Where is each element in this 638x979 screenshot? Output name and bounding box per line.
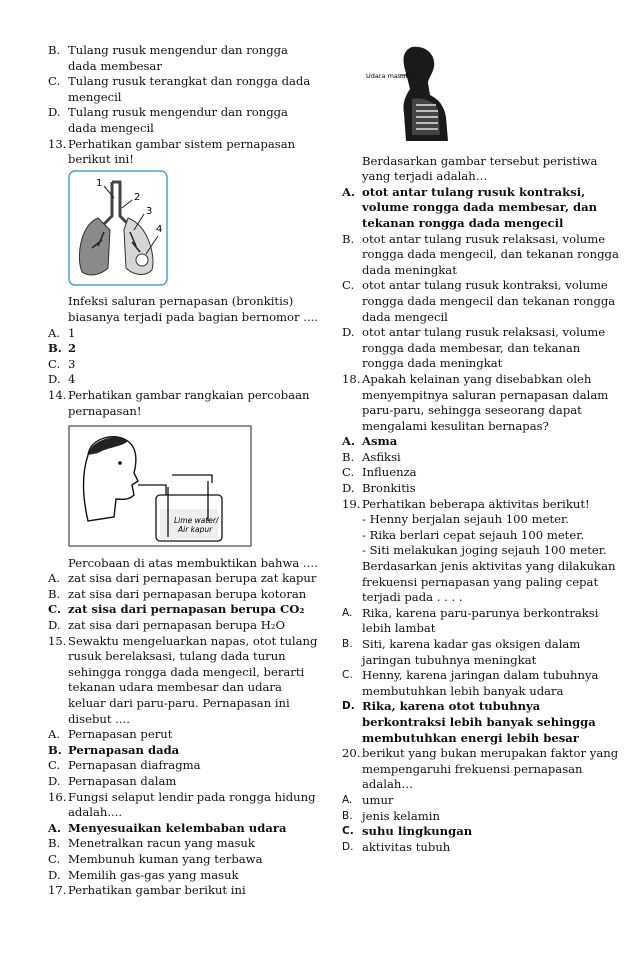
question-13-options — [48, 326, 318, 388]
right-column — [342, 43, 622, 855]
question-17-prompt: Berdasarkan gambar tersebut peristiwa yang terjadi adalah… — [362, 153, 598, 184]
answer-option — [342, 434, 622, 450]
question-number: 13. — [48, 136, 67, 151]
answer-option — [48, 372, 318, 388]
option-text: Membunuh kuman yang terbawa — [68, 851, 263, 866]
option-text: Asfiksi — [362, 449, 401, 464]
option-letter: D. — [48, 618, 61, 633]
option-text: Tulang rusuk mengendur dan rongga dada mengecil — [68, 105, 288, 135]
option-text: Memilih gas-gas yang masuk — [68, 867, 239, 882]
question-16-options — [48, 821, 318, 883]
question-number: 18. — [342, 371, 361, 386]
option-text: zat sisa dari pernapasan berupa zat kapur — [68, 571, 317, 586]
question-number: 15. — [48, 633, 67, 648]
option-letter: B. — [342, 449, 355, 464]
option-letter: D. — [342, 840, 354, 853]
option-letter: A. — [342, 184, 356, 199]
fig-label-4: 4 — [156, 223, 163, 235]
question-text: Perhatikan gambar rangkaian percobaan pernapasan! — [68, 387, 310, 418]
question-text: Perhatikan beberapa aktivitas berikut! — [362, 496, 590, 511]
question-text: berikut yang bukan merupakan faktor yang mempengaruhi frekuensi pernapasan adalah… — [362, 746, 619, 792]
option-text: umur — [362, 792, 394, 807]
question-text: Perhatikan gambar berikut ini — [68, 883, 246, 898]
answer-option — [48, 341, 318, 357]
answer-option — [342, 481, 622, 497]
option-letter: B. — [342, 231, 355, 246]
respiratory-system-figure — [68, 170, 318, 291]
question-text: Fungsi selaput lendir pada rongga hidung adalah.... — [68, 789, 316, 820]
option-text: 2 — [68, 341, 77, 356]
answer-option — [342, 606, 622, 637]
question-text: Apakah kelainan yang disebabkan oleh menyempitnya saluran pernapasan dalam paru-paru, sehingga seseorang dapat mengalami kesulitan bernapas? — [362, 371, 609, 433]
option-text: Pernapasan diafragma — [68, 758, 201, 773]
question-number: 17. — [48, 883, 67, 898]
question-number: 19. — [342, 496, 361, 511]
option-letter: B. — [342, 809, 353, 822]
answer-option — [48, 727, 318, 743]
option-letter: D. — [342, 700, 355, 713]
lungs-diagram — [68, 170, 168, 286]
question-15 — [48, 634, 318, 728]
question-20 — [342, 746, 622, 793]
q12-options — [48, 43, 318, 137]
question-16 — [48, 790, 318, 821]
option-letter: C. — [48, 851, 61, 866]
question-17-options — [342, 185, 622, 372]
option-letter: D. — [48, 372, 61, 387]
question-17 — [48, 883, 318, 899]
option-text: suhu lingkungan — [362, 824, 473, 839]
answer-option — [48, 571, 318, 587]
option-text: Tulang rusuk terangkat dan rongga dada mengecil — [68, 74, 311, 104]
question-text: Perhatikan gambar sistem pernapasan berikut ini! — [68, 136, 296, 167]
answer-option — [48, 852, 318, 868]
option-letter: B. — [48, 341, 62, 356]
fig-label-1: 1 — [96, 177, 103, 189]
option-text: jenis kelamin — [362, 808, 440, 823]
option-text: 4 — [68, 372, 76, 387]
option-text: 3 — [68, 356, 76, 371]
answer-option — [48, 743, 318, 759]
answer-option — [48, 326, 318, 342]
option-letter: D. — [342, 325, 355, 340]
option-letter: D. — [48, 105, 61, 120]
answer-option — [48, 618, 318, 634]
fig-label-lime-water: Lime water/ — [174, 516, 219, 526]
answer-option — [342, 809, 622, 825]
activity-item: - Henny berjalan sejauh 100 meter. — [362, 512, 569, 527]
option-text: Influenza — [362, 465, 417, 480]
answer-option — [342, 840, 622, 856]
option-letter: B. — [342, 638, 353, 650]
option-letter: A. — [48, 820, 62, 835]
option-letter: C. — [342, 669, 353, 682]
answer-option — [48, 74, 318, 105]
option-text: Siti, karena kadar gas oksigen dalam jaringan tubuhnya meningkat — [362, 637, 581, 667]
question-number: 16. — [48, 789, 67, 804]
answer-option — [48, 758, 318, 774]
option-text: otot antar tulang rusuk relaksasi, volume rongga dada membesar, dan tekanan rongga dada meningkat — [362, 325, 606, 371]
fig-label-air-kapur: Air kapur — [178, 525, 213, 535]
option-text: aktivitas tubuh — [362, 839, 451, 854]
option-text: zat sisa dari pernapasan berupa kotoran — [68, 586, 307, 601]
answer-option — [48, 587, 318, 603]
answer-option — [48, 602, 318, 618]
answer-option — [342, 465, 622, 481]
option-letter: B. — [48, 836, 61, 851]
option-text: Asma — [362, 434, 398, 449]
option-letter: C. — [48, 74, 61, 89]
option-text: Rika, karena paru-parunya berkontraksi lebih lambat — [362, 605, 599, 636]
activity-item: - Siti melakukan joging sejauh 100 meter. — [362, 543, 607, 558]
answer-option — [342, 824, 622, 840]
answer-option — [342, 325, 622, 372]
question-20-options — [342, 793, 622, 855]
answer-option — [342, 278, 622, 325]
option-text: Pernapasan dada — [68, 742, 180, 757]
option-letter: C. — [342, 278, 355, 293]
option-text: Menetralkan racun yang masuk — [68, 836, 255, 851]
option-text: otot antar tulang rusuk kontraksi, volume rongga dada mengecil dan tekanan rongga dada mengecil — [362, 278, 616, 324]
option-text: zat sisa dari pernapasan berupa CO₂ — [68, 602, 305, 617]
answer-option — [342, 232, 622, 279]
question-14-prompt: Percobaan di atas membuktikan bahwa .... — [68, 555, 318, 570]
answer-option — [48, 868, 318, 884]
option-text: Pernapasan dalam — [68, 774, 177, 788]
left-column — [48, 43, 318, 899]
option-text: otot antar tulang rusuk relaksasi, volume rongga dada mengecil, dan tekanan rongga dada meningkat — [362, 231, 619, 277]
option-letter: D. — [48, 867, 61, 882]
question-19 — [342, 497, 622, 513]
option-letter: B. — [48, 43, 61, 57]
answer-option — [342, 699, 622, 746]
answer-option — [48, 774, 318, 790]
question-13-prompt: Infeksi saluran pernapasan (bronkitis) biasanya terjadi pada bagian bernomor .... — [68, 294, 318, 324]
option-letter: C. — [342, 825, 354, 838]
activity-item: - Rika berlari cepat sejauh 100 meter. — [362, 527, 585, 542]
question-14-options — [48, 571, 318, 633]
inhalation-figure — [366, 43, 622, 146]
chest-inhale-diagram — [366, 43, 452, 141]
question-15-options — [48, 727, 318, 789]
option-letter: B. — [48, 586, 61, 601]
fig-label-3: 3 — [146, 205, 153, 217]
option-letter: A. — [342, 606, 353, 619]
option-letter: A. — [48, 727, 61, 742]
option-text: Tulang rusuk mengendur dan rongga dada membesar — [68, 43, 288, 73]
option-letter: A. — [342, 793, 353, 806]
option-letter: A. — [342, 434, 356, 449]
question-19-prompt: Berdasarkan jenis aktivitas yang dilakukan frekuensi pernapasan yang paling cepat terjadi pada . . . . — [362, 559, 616, 605]
option-text: zat sisa dari pernapasan berupa H₂O — [68, 618, 285, 633]
fig-label-udara-masuk: Udara masuk — [366, 72, 410, 80]
option-text: otot antar tulang rusuk kontraksi, volume rongga dada membesar, dan tekanan rongga dada mengecil — [362, 184, 598, 230]
option-text: 1 — [68, 325, 76, 340]
option-letter: A. — [48, 571, 61, 586]
answer-option — [342, 450, 622, 466]
option-letter: C. — [342, 465, 355, 480]
option-letter: C. — [48, 356, 61, 371]
answer-option — [48, 836, 318, 852]
question-19-options — [342, 606, 622, 746]
answer-option — [48, 821, 318, 837]
option-letter: A. — [48, 325, 61, 340]
answer-option — [342, 668, 622, 699]
question-number: 20. — [342, 746, 361, 761]
answer-option — [48, 43, 318, 74]
answer-option — [342, 793, 622, 809]
fig-label-2: 2 — [134, 191, 141, 203]
option-letter: B. — [48, 742, 62, 757]
answer-option — [342, 185, 622, 232]
question-14 — [48, 388, 318, 419]
option-letter: D. — [342, 481, 355, 496]
question-number: 14. — [48, 387, 67, 402]
option-text: Menyesuaikan kelembaban udara — [68, 820, 287, 835]
option-letter: C. — [48, 758, 61, 773]
question-text: Sewaktu mengeluarkan napas, otot tulang rusuk berelaksasi, tulang dada turun sehingga rongga dada mengecil, berarti tekanan udara membesar dan udara keluar dari paru-paru. Pernapasan ini disebut .... — [68, 633, 318, 726]
question-13 — [48, 137, 318, 168]
option-text: Rika, karena otot tubuhnya berkontraksi lebih banyak sehingga membutuhkan energi lebih besar — [362, 699, 596, 745]
answer-option — [48, 357, 318, 373]
option-letter: D. — [48, 774, 61, 788]
option-text: Bronkitis — [362, 481, 416, 496]
option-letter: C. — [48, 602, 62, 617]
option-text: Henny, karena jaringan dalam tubuhnya membutuhkan lebih banyak udara — [362, 668, 599, 698]
answer-option — [342, 637, 622, 668]
answer-option — [48, 105, 318, 136]
option-text: Pernapasan perut — [68, 727, 173, 742]
question-18-options — [342, 434, 622, 496]
breathing-experiment-figure — [68, 425, 318, 552]
experiment-diagram — [68, 425, 252, 547]
question-18 — [342, 372, 622, 434]
